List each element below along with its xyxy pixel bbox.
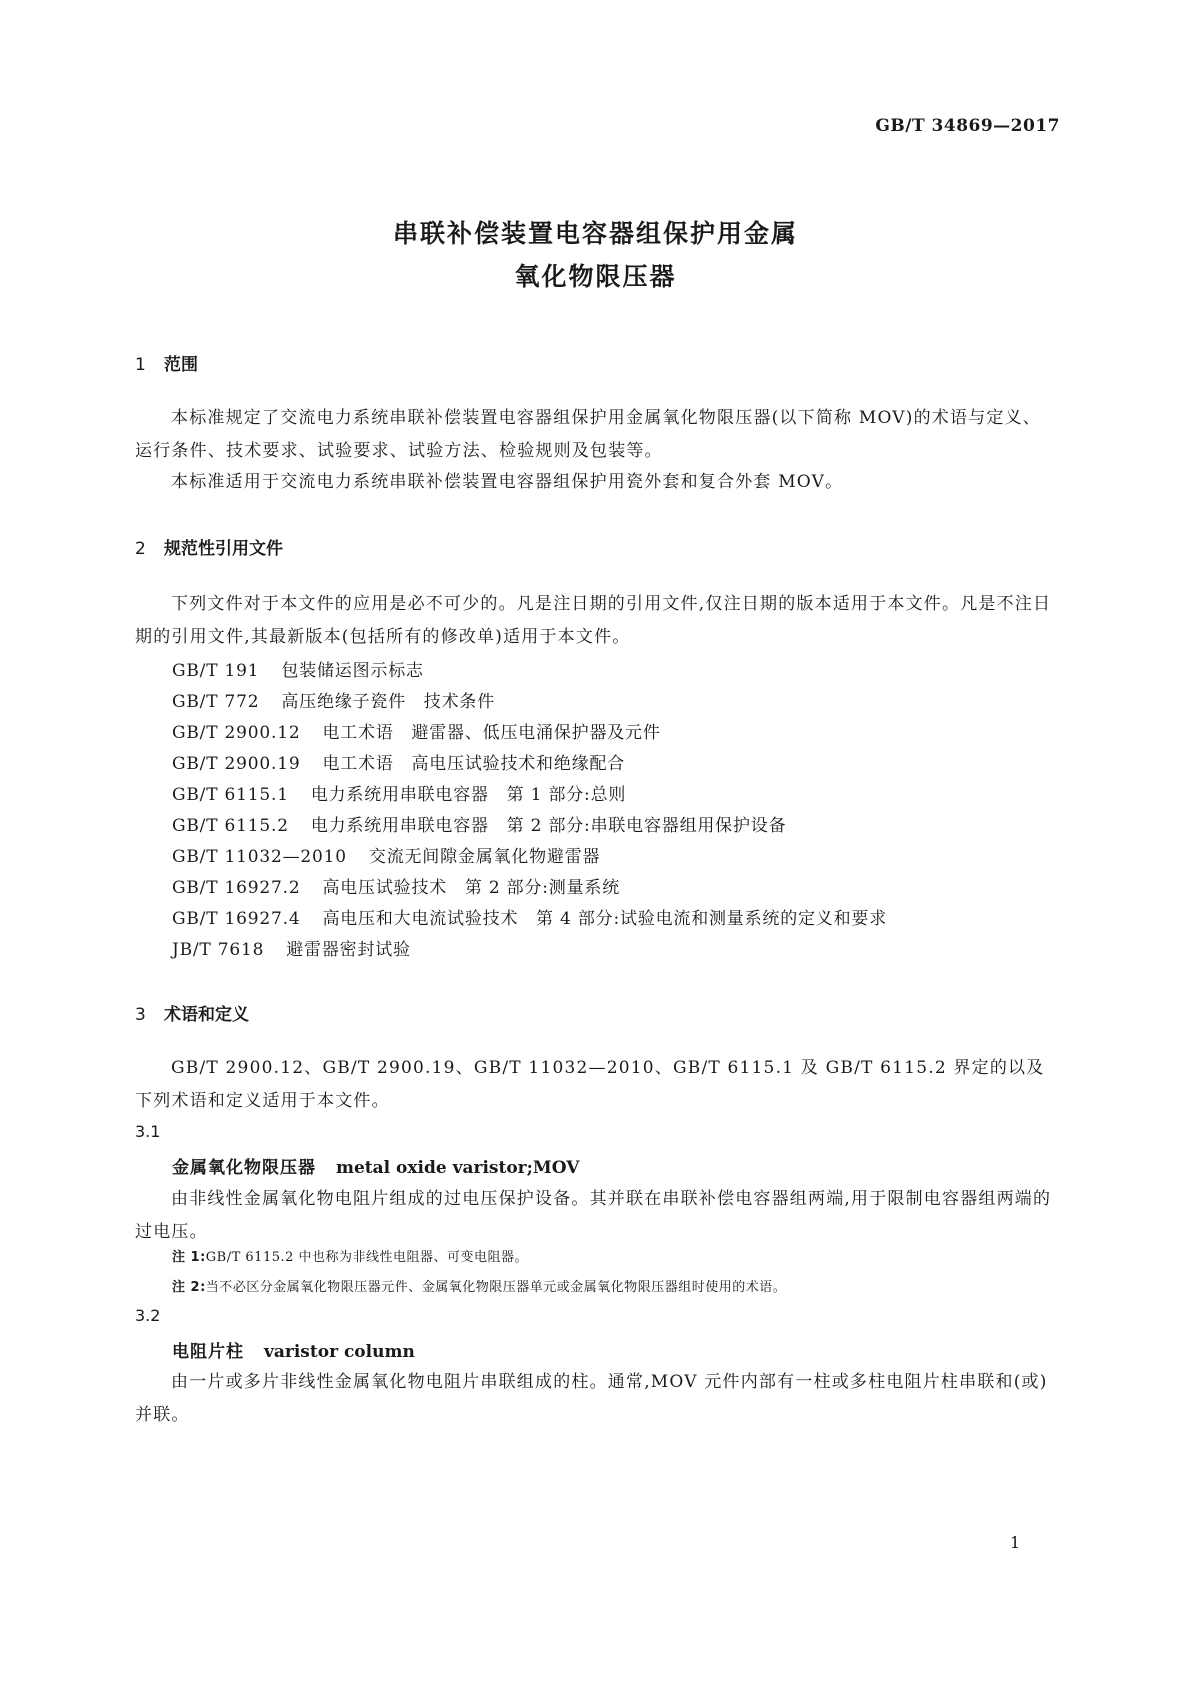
reference-item bbox=[172, 935, 411, 960]
term-definition: 由非线性金属氧化物电阻片组成的过电压保护设备。其并联在串联补偿电容器组两端,用于限制电容器组两端的过电压。 bbox=[135, 1189, 1052, 1242]
section-number: 1 bbox=[135, 355, 146, 375]
reference-code: GB/T 772 bbox=[172, 692, 260, 712]
reference-code: GB/T 11032—2010 bbox=[172, 847, 347, 867]
section-2-intro: 下列文件对于本文件的应用是必不可少的。凡是注日期的引用文件,仅注日期的版本适用于本文件。凡是不注日期的引用文件,其最新版本(包括所有的修改单)适用于本文件。 bbox=[135, 594, 1052, 647]
term-english: metal oxide varistor;MOV bbox=[336, 1158, 580, 1178]
note-text: GB/T 6115.2 中也称为非线性电阻器、可变电阻器。 bbox=[205, 1250, 529, 1265]
reference-code: JB/T 7618 bbox=[172, 940, 265, 960]
term-english: varistor column bbox=[264, 1342, 415, 1362]
reference-code: GB/T 16927.4 bbox=[172, 909, 301, 929]
reference-code: GB/T 2900.12 bbox=[172, 723, 301, 743]
standard-number: GB/T 34869—2017 bbox=[875, 116, 1060, 136]
reference-item bbox=[172, 842, 600, 867]
section-3-intro: GB/T 2900.12、GB/T 2900.19、GB/T 11032—2010、GB/T 6115.1 及 GB/T 6115.2 界定的以及下列术语和定义适用于本文件。 bbox=[135, 1058, 1045, 1111]
section-title: 规范性引用文件 bbox=[164, 539, 283, 559]
section-title: 范围 bbox=[164, 355, 198, 375]
reference-code: GB/T 16927.2 bbox=[172, 878, 301, 898]
term-chinese: 金属氧化物限压器 bbox=[172, 1158, 316, 1178]
term-number: 3.2 bbox=[135, 1306, 161, 1325]
note-text: 当不必区分金属氧化物限压器元件、金属氧化物限压器单元或金属氧化物限压器组时使用的术语。 bbox=[205, 1280, 787, 1295]
note-label: 注 2: bbox=[172, 1280, 206, 1295]
document-title-line-2: 氧化物限压器 bbox=[514, 262, 677, 291]
reference-title: 电工术语 高电压试验技术和绝缘配合 bbox=[322, 754, 626, 774]
section-1-heading bbox=[135, 350, 198, 375]
reference-item bbox=[172, 780, 626, 805]
reference-item bbox=[172, 656, 424, 681]
reference-title: 交流无间隙金属氧化物避雷器 bbox=[368, 847, 601, 867]
term-heading bbox=[172, 1337, 415, 1362]
reference-code: GB/T 6115.1 bbox=[172, 785, 289, 805]
reference-code: GB/T 191 bbox=[172, 661, 260, 681]
reference-title: 避雷器密封试验 bbox=[286, 940, 411, 960]
section-2-heading bbox=[135, 534, 283, 559]
term-definition: 由一片或多片非线性金属氧化物电阻片串联组成的柱。通常,MOV 元件内部有一柱或多柱电阻片柱串联和(或)并联。 bbox=[135, 1372, 1048, 1425]
reference-title: 电工术语 避雷器、低压电涌保护器及元件 bbox=[322, 723, 661, 743]
reference-code: GB/T 6115.2 bbox=[172, 816, 289, 836]
section-3-heading bbox=[135, 1000, 249, 1025]
term-chinese: 电阻片柱 bbox=[172, 1342, 244, 1362]
document-title-line-1: 串联补偿装置电容器组保护用金属 bbox=[392, 219, 798, 248]
reference-title: 高电压试验技术 第 2 部分:测量系统 bbox=[322, 878, 621, 898]
term-heading bbox=[172, 1153, 579, 1178]
section-title: 术语和定义 bbox=[164, 1005, 249, 1025]
reference-title: 高压绝缘子瓷件 技术条件 bbox=[281, 692, 495, 712]
term-number: 3.1 bbox=[135, 1122, 161, 1141]
reference-item bbox=[172, 811, 786, 836]
reference-title: 高电压和大电流试验技术 第 4 部分:试验电流和测量系统的定义和要求 bbox=[322, 909, 888, 929]
section-number: 3 bbox=[135, 1005, 146, 1025]
reference-title: 包装储运图示标志 bbox=[281, 661, 424, 681]
reference-item bbox=[172, 749, 625, 774]
reference-item bbox=[172, 718, 661, 743]
section-1-paragraph-1: 本标准规定了交流电力系统串联补偿装置电容器组保护用金属氧化物限压器(以下简称 MOV)的术语与定义、运行条件、技术要求、试验要求、试验方法、检验规则及包装等。 bbox=[135, 408, 1041, 461]
term-note bbox=[172, 1246, 528, 1265]
section-number: 2 bbox=[135, 539, 146, 559]
page-number: 1 bbox=[1010, 1533, 1021, 1552]
reference-title: 电力系统用串联电容器 第 2 部分:串联电容器组用保护设备 bbox=[310, 816, 787, 836]
reference-code: GB/T 2900.19 bbox=[172, 754, 301, 774]
reference-title: 电力系统用串联电容器 第 1 部分:总则 bbox=[310, 785, 627, 805]
section-1-paragraph-2: 本标准适用于交流电力系统串联补偿装置电容器组保护用瓷外套和复合外套 MOV。 bbox=[171, 472, 844, 492]
term-note bbox=[172, 1276, 786, 1295]
reference-item bbox=[172, 873, 620, 898]
reference-item bbox=[172, 687, 495, 712]
note-label: 注 1: bbox=[172, 1250, 206, 1265]
reference-item bbox=[172, 904, 887, 929]
